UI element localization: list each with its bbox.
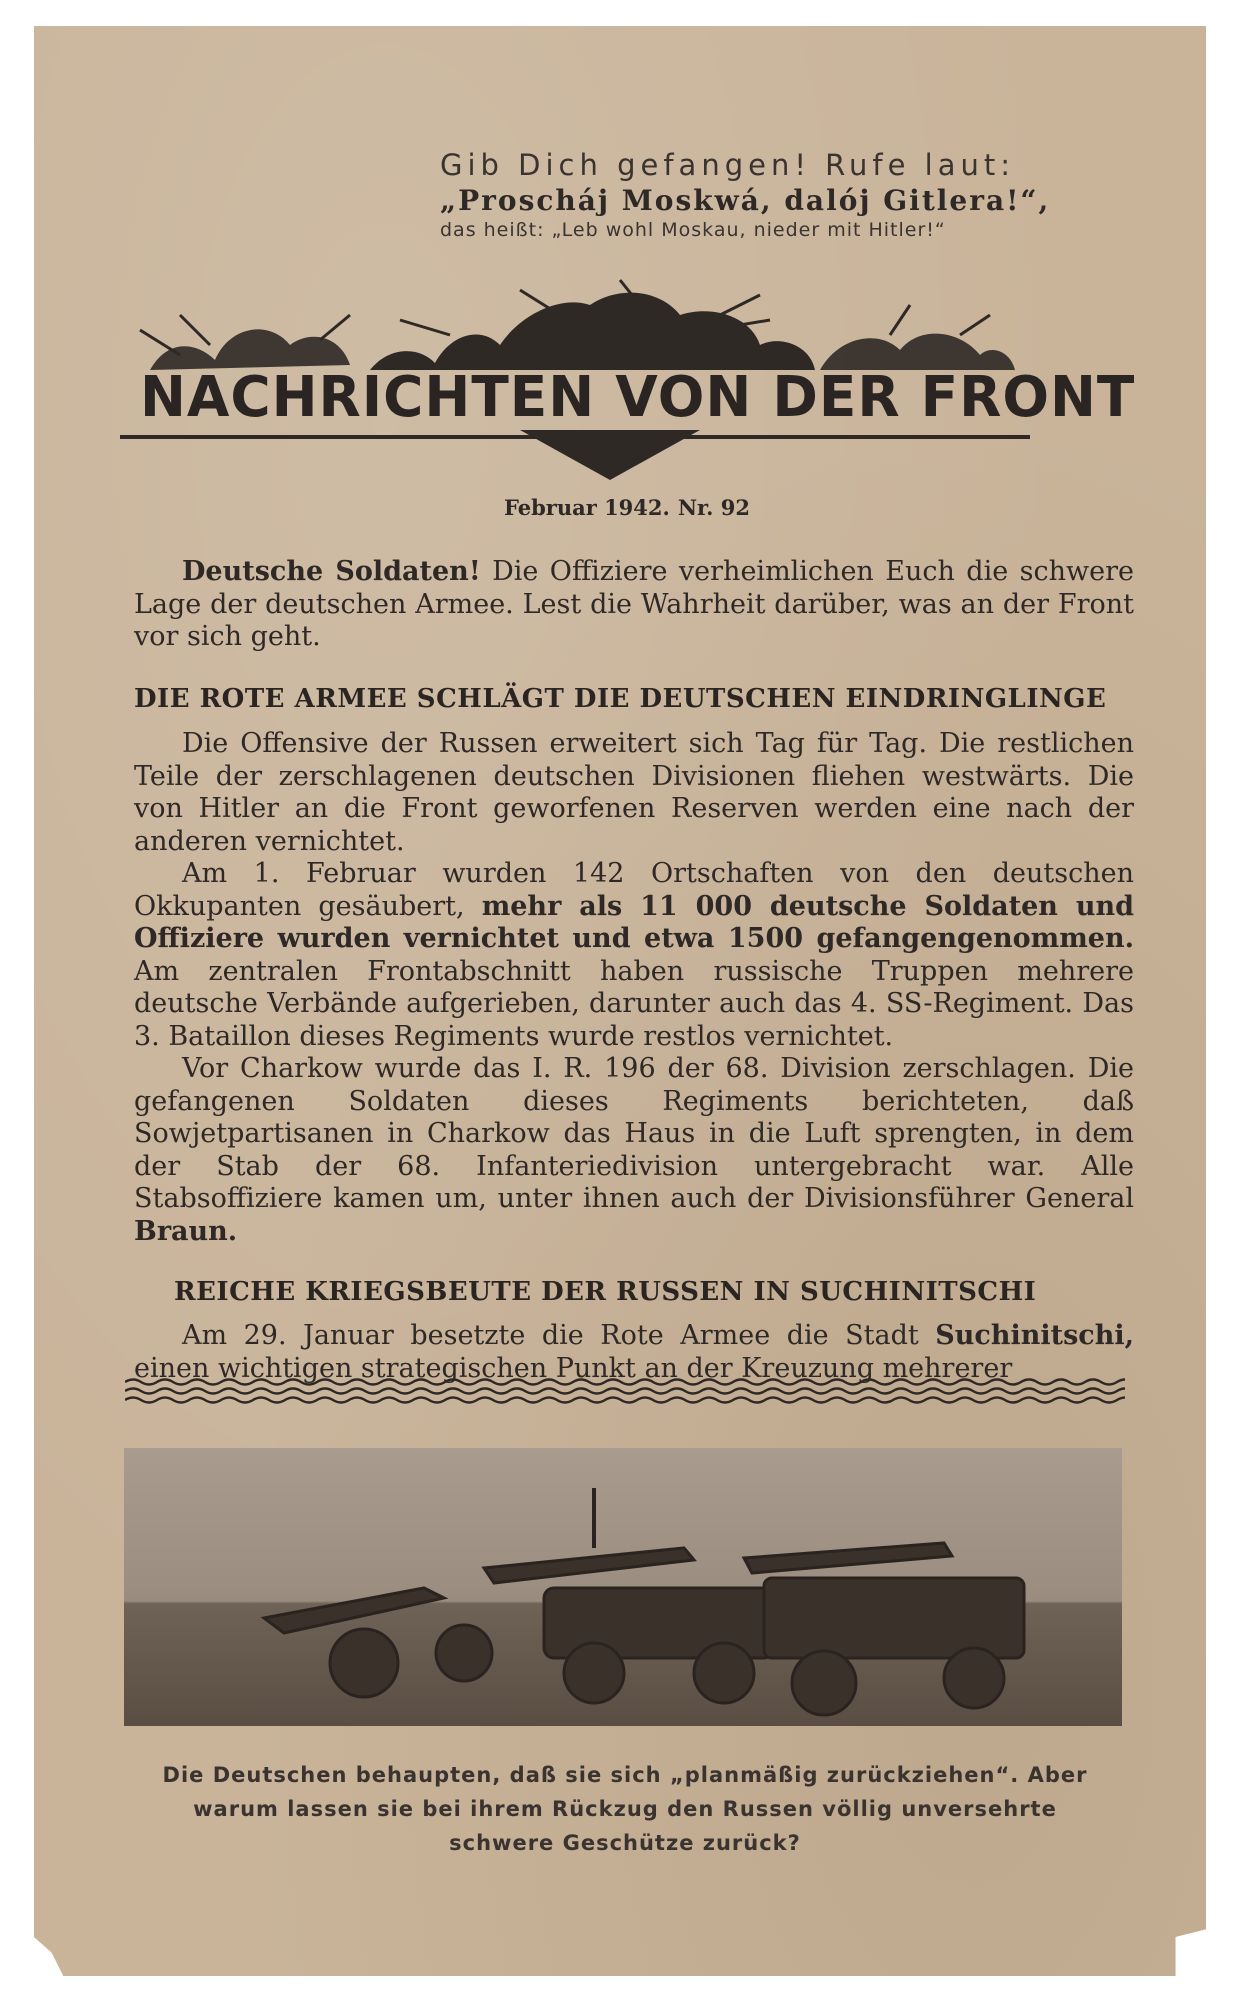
- section1-body: [134, 728, 1134, 1248]
- slogan-line-1: Gib Dich gefangen! Rufe laut:: [440, 148, 1016, 182]
- issue-number: Nr. 92: [677, 495, 751, 520]
- section1-paragraph-2: Am 1. Februar wurden 142 Ortschaften von den deutschen Okkupanten gesäubert, mehr als 11 000 deutsche Soldaten und Offiziere wurden vernichtet und etwa 1500 gefangengenommen. Am zentralen Frontabschnitt haben russische Truppen mehrere deutsche Verbände aufgerieben, darunter auch das 4. SS-Regiment. Das 3. Bataillon dieses Regiments wurde restlos vernichtet.: [134, 858, 1134, 1052]
- intro-lead: Deutsche Soldaten!: [182, 556, 481, 587]
- section1-heading: DIE ROTE ARMEE SCHLÄGT DIE DEUTSCHEN EINDRINGLINGE: [134, 684, 1107, 714]
- issue-date: Februar 1942.: [503, 495, 670, 520]
- intro-text: Die Offiziere verheimlichen Euch die schwere Lage der deutschen Armee. Lest die Wahrheit darüber, was an der Front vor sich geht.: [134, 556, 1134, 652]
- slogan-line-2: „Proscháj Moskwá, dalój Gitlera!“,: [440, 184, 1051, 217]
- section1-paragraph-3: Vor Charkow wurde das I. R. 196 der 68. Division zerschlagen. Die gefangenen Soldaten dieses Regiments berichteten, daß Sowjetpartisanen in Charkow das Haus in die Luft sprengten, in dem der Stab der 68. Infanteriedivision untergebracht war. Alle Stabsoffiziere kamen um, unter ihnen auch der Divisionsführer General Braun.: [134, 1053, 1134, 1247]
- intro-paragraph: [134, 556, 1134, 654]
- section1-paragraph-1: Die Offensive der Russen erweitert sich Tag für Tag. Die restlichen Teile der zerschlagenen deutschen Divisionen fliehen westwärts. Die von Hitler an die Front geworfenen Reserven werden eine nach der anderen vernichtet.: [134, 728, 1134, 857]
- slogan-line-3: das heißt: „Leb wohl Moskau, nieder mit Hitler!“: [440, 219, 946, 241]
- section2-paragraph-1: Am 29. Januar besetzte die Rote Armee die Stadt Suchinitschi, einen wichtigen strategischen Punkt an der Kreuzung mehrerer: [134, 1320, 1134, 1384]
- abandoned-guns-image: [124, 1448, 1122, 1726]
- masthead: [120, 275, 1136, 485]
- wavy-divider: [125, 1376, 1125, 1406]
- photo-caption: Die Deutschen behaupten, daß sie sich „planmäßig zurückziehen“. Aber warum lassen sie bei ihrem Rückzug den Russen völlig unversehrte schwere Geschütze zurück?: [162, 1763, 1088, 1855]
- surrender-slogan: [440, 148, 1140, 241]
- section2-heading: REICHE KRIEGSBEUTE DER RUSSEN IN SUCHINITSCHI: [174, 1277, 1037, 1307]
- masthead-title: NACHRICHTEN VON DER FRONT: [140, 365, 1136, 430]
- issue-line: [0, 495, 1254, 520]
- artillery-photo: [124, 1448, 1122, 1726]
